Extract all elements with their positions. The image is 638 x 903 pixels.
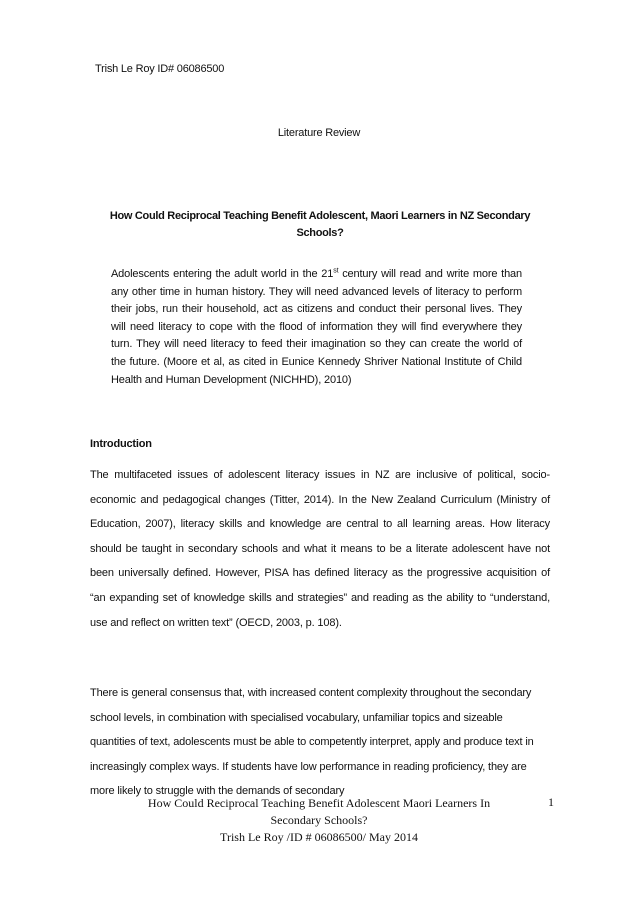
footer-title-line-2: Secondary Schools? bbox=[270, 813, 368, 827]
quote-superscript: st bbox=[333, 267, 339, 275]
block-quote bbox=[111, 266, 522, 389]
page-title: Literature Review bbox=[277, 127, 361, 139]
footer-title-line: How Could Reciprocal Teaching Benefit Adolescent Maori Learners In bbox=[147, 796, 491, 810]
author-id-header: Trish Le Roy ID# 06086500 bbox=[95, 63, 225, 75]
page-footer bbox=[0, 795, 638, 846]
quote-lead: Adolescents entering the adult world in the 21 bbox=[111, 268, 334, 280]
page-number: 1 bbox=[548, 795, 554, 809]
research-question: How Could Reciprocal Teaching Benefit Adolescent, Maori Learners in NZ Secondary Schools? bbox=[109, 210, 531, 239]
introduction-paragraph-1: The multifaceted issues of adolescent literacy issues in NZ are inclusive of political, socio-economic and pedagogical changes (Titter, 2014). In the New Zealand Curriculum (Ministry of Education, 2007), literacy skills and knowledge are central to all learning areas. How literacy should be taught in secondary schools and what it means to be a literate adolescent have not been universally defined. However, PISA has defined literacy as the progressive acquisition of “an expanding set of knowledge skills and strategies” and reading as the ability to “understand, use and reflect on written text” (OECD, 2003, p. 108). bbox=[90, 469, 550, 629]
section-heading-introduction: Introduction bbox=[90, 438, 152, 450]
quote-rest: century will read and write more than any other time in human history. They will need advanced levels of literacy to perform their jobs, run their household, act as citizens and conduct their personal lives. They will need literacy to cope with the flood of information they will find everywhere they turn. They will need literacy to feed their imagination so they can create the world of the future. (Moore et al, as cited in Eunice Kennedy Shriver National Institute of Child Health and Human Development (NICHHD), 2010) bbox=[111, 268, 522, 386]
introduction-paragraph-2: There is general consensus that, with increased content complexity throughout the secondary school levels, in combination with specialised vocabulary, unfamiliar topics and sizeable quantities of text, adolescents must be able to competently interpret, apply and produce text in increasingly complex ways. If students have low performance in reading proficiency, they are more likely to struggle with the demands of secondary bbox=[90, 687, 534, 798]
footer-author-line: Trish Le Roy /ID # 06086500/ May 2014 bbox=[220, 830, 418, 844]
